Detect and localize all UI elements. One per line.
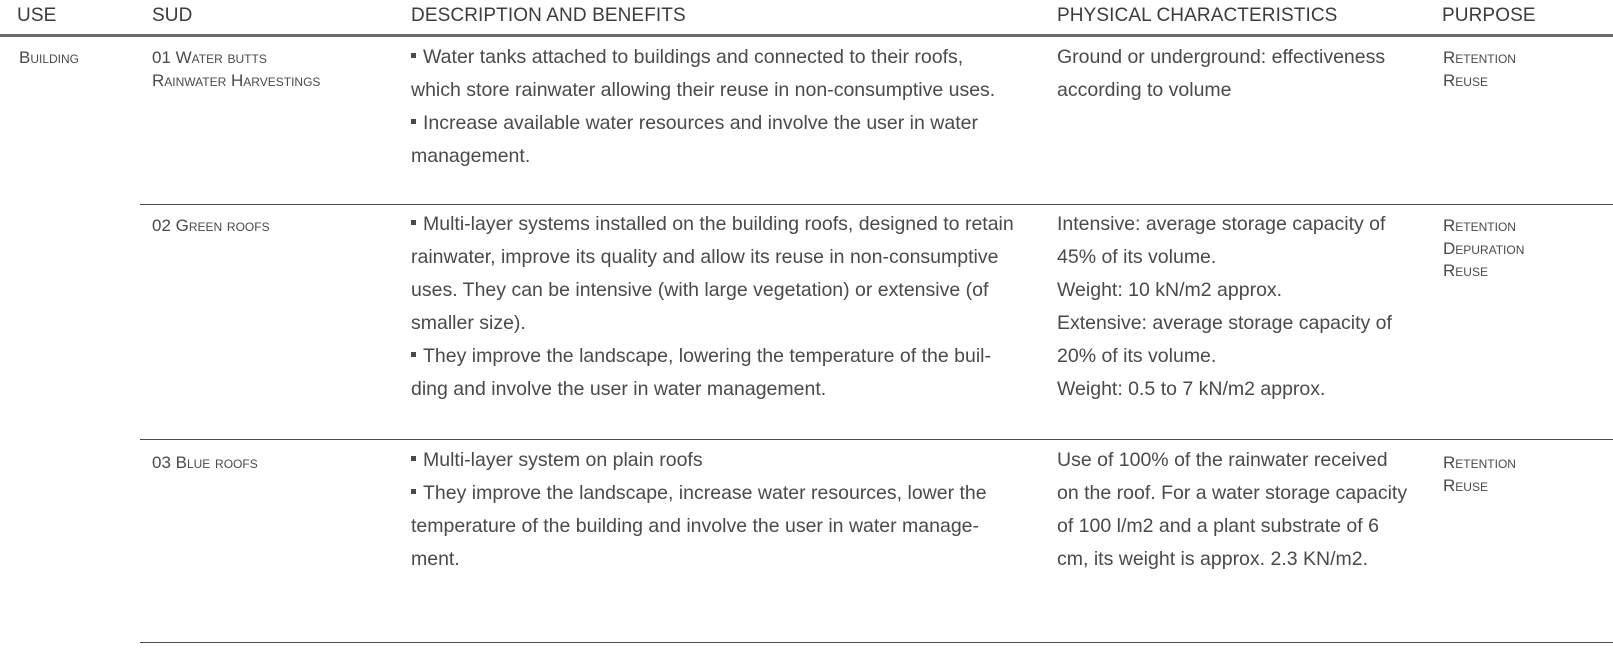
- sud-name-line: 01 Water butts: [152, 48, 267, 67]
- description-line: ment.: [411, 548, 460, 570]
- description-bullet-item: [411, 208, 1014, 241]
- header-description: DESCRIPTION AND BENEFITS: [411, 5, 686, 26]
- description-line: smaller size).: [411, 312, 526, 334]
- sud-name-line: 02 Green roofs: [152, 216, 270, 235]
- description-line: temperature of the building and involve the user in water manage-: [411, 515, 980, 537]
- bullet-icon: [411, 489, 416, 494]
- physical-cell: [1057, 208, 1392, 406]
- description-bullet-item: [411, 107, 995, 140]
- description-bullet-item: [411, 444, 987, 477]
- description-line: Increase available water resources and involve the user in water: [423, 112, 978, 134]
- purpose-tag: Retention: [1443, 48, 1516, 67]
- header-sud: SUD: [152, 5, 193, 26]
- description-line: Multi-layer systems installed on the building roofs, designed to retain: [423, 213, 1014, 235]
- header-divider: [0, 34, 1613, 37]
- purpose-tag: Reuse: [1443, 261, 1488, 280]
- physical-line: 45% of its volume.: [1057, 246, 1217, 268]
- sud-name: [152, 46, 320, 92]
- physical-line: on the roof. For a water storage capacity: [1057, 482, 1408, 504]
- bullet-icon: [411, 220, 416, 225]
- description-line: management.: [411, 145, 531, 167]
- physical-line: Weight: 0.5 to 7 kN/m2 approx.: [1057, 378, 1326, 400]
- physical-line: Extensive: average storage capacity of: [1057, 312, 1392, 334]
- sud-name-line: 03 Blue roofs: [152, 453, 258, 472]
- header-use: USE: [17, 5, 57, 26]
- description-line: They improve the landscape, increase water resources, lower the: [423, 482, 987, 504]
- purpose-tag: Reuse: [1443, 475, 1488, 495]
- purpose-tag: Retention: [1443, 453, 1516, 472]
- sud-name: [152, 214, 270, 237]
- row-divider: [140, 439, 1613, 440]
- purpose-tag: Reuse: [1443, 70, 1488, 90]
- physical-line: 20% of its volume.: [1057, 345, 1217, 367]
- bullet-icon: [411, 53, 416, 58]
- row-divider: [140, 204, 1613, 205]
- purpose-tag: Retention: [1443, 216, 1516, 235]
- bullet-icon: [411, 119, 416, 124]
- description-cell: [411, 41, 995, 173]
- bullet-icon: [411, 352, 416, 357]
- sud-name-line: Rainwater Harvestings: [152, 71, 321, 90]
- purpose-tag: Depuration: [1443, 238, 1525, 258]
- description-line: Water tanks attached to buildings and connected to their roofs,: [423, 46, 964, 68]
- header-physical: PHYSICAL CHARACTERISTICS: [1057, 5, 1338, 26]
- physical-line: Ground or underground: effectiveness: [1057, 46, 1386, 68]
- physical-line: cm, its weight is approx. 2.3 KN/m2.: [1057, 548, 1369, 570]
- description-line: They improve the landscape, lowering the temperature of the buil-: [423, 345, 991, 367]
- use-label-building: Building: [19, 48, 80, 67]
- description-line: ding and involve the user in water management.: [411, 378, 827, 400]
- header-purpose: PURPOSE: [1442, 5, 1536, 26]
- physical-line: according to volume: [1057, 79, 1232, 101]
- purpose-cell: [1443, 452, 1516, 497]
- row-divider: [140, 642, 1613, 643]
- physical-line: Intensive: average storage capacity of: [1057, 213, 1386, 235]
- physical-line: Weight: 10 kN/m2 approx.: [1057, 279, 1283, 301]
- purpose-cell: [1443, 47, 1516, 92]
- physical-line: Use of 100% of the rainwater received: [1057, 449, 1388, 471]
- description-bullet-item: [411, 41, 995, 74]
- physical-line: of 100 l/m2 and a plant substrate of 6: [1057, 515, 1379, 537]
- description-line: Multi-layer system on plain roofs: [423, 449, 703, 471]
- purpose-cell: [1443, 215, 1524, 283]
- sud-name: [152, 451, 258, 474]
- description-cell: [411, 444, 987, 576]
- description-cell: [411, 208, 1014, 406]
- bullet-icon: [411, 456, 416, 461]
- physical-cell: [1057, 444, 1407, 576]
- description-line: uses. They can be intensive (with large vegetation) or extensive (of: [411, 279, 989, 301]
- physical-cell: [1057, 41, 1385, 107]
- description-line: which store rainwater allowing their reuse in non-consumptive uses.: [411, 79, 996, 101]
- description-line: rainwater, improve its quality and allow its reuse in non-consumptive: [411, 246, 999, 268]
- description-bullet-item: [411, 340, 1014, 373]
- description-bullet-item: [411, 477, 987, 510]
